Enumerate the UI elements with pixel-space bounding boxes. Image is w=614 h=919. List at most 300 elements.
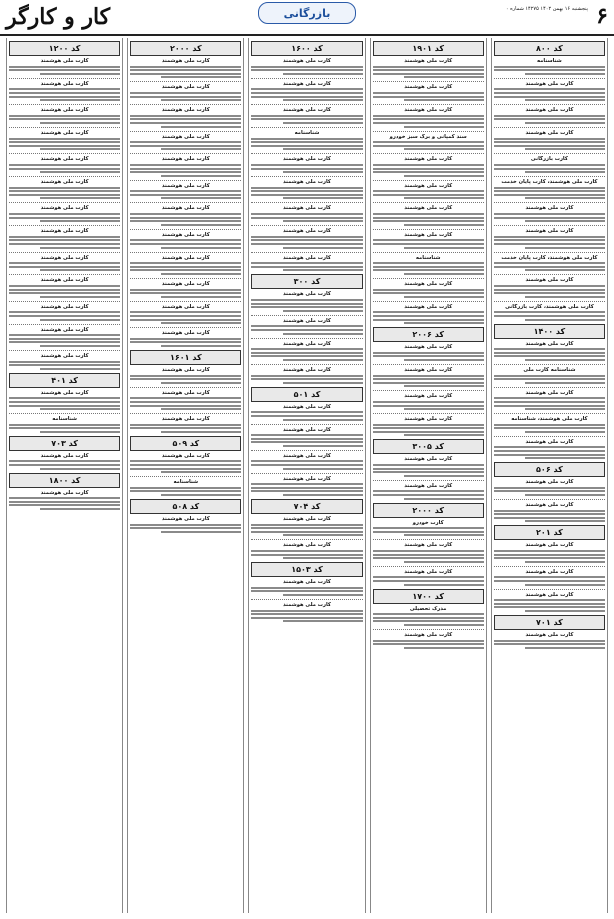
notice-divider: [130, 301, 241, 302]
region-code-header: کد ۷۰۳: [9, 436, 120, 451]
notice-text-line: [130, 460, 241, 462]
lost-document-notice: [373, 58, 484, 78]
notice-text-line: [251, 164, 362, 166]
notice-text-line: [494, 236, 605, 238]
notice-text-line: [9, 190, 120, 192]
lost-document-notice: [130, 330, 241, 347]
notice-text-line: [373, 319, 484, 321]
notice-divider: [494, 127, 605, 128]
lost-document-notice: [251, 228, 362, 248]
notice-divider: [373, 539, 484, 540]
notice-text-line: [283, 445, 363, 447]
region-code-header: کد ۵۰۹: [130, 436, 241, 451]
notice-text-line: [9, 88, 120, 90]
notice-divider: [373, 180, 484, 181]
notice-title: کارت ملی هوشمند: [283, 475, 331, 482]
notice-text-line: [130, 319, 241, 321]
notice-divider: [373, 390, 484, 391]
notice-text-line: [251, 69, 362, 71]
notice-divider: [9, 350, 120, 351]
notice-text-line: [283, 122, 363, 124]
notice-text-line: [373, 269, 484, 271]
notice-title: کارت ملی هوشمند: [404, 303, 453, 310]
notice-text-line: [251, 66, 362, 68]
notice-divider: [130, 202, 241, 203]
notice-text-line: [251, 590, 362, 592]
notice-text-line: [494, 487, 605, 489]
notice-text-line: [373, 580, 484, 582]
notice-text-line: [9, 66, 120, 68]
notice-title: کارت ملی هوشمند: [283, 205, 331, 212]
notice-divider: [130, 278, 241, 279]
region-code-header: کد ۵۰۸: [130, 499, 241, 514]
notice-title: کارت ملی هوشمند: [404, 84, 453, 91]
notice-text-line: [161, 247, 241, 249]
notice-text-line: [251, 348, 362, 350]
notice-text-line: [525, 431, 605, 433]
region-code-header: کد ۷۰۴: [251, 499, 362, 514]
lost-document-notice: [9, 304, 120, 321]
notice-text-line: [130, 292, 241, 294]
notice-title: کارت ملی هوشمند: [40, 452, 89, 459]
notice-text-line: [9, 311, 120, 313]
notice-text-line: [40, 468, 120, 470]
notice-text-line: [373, 557, 484, 559]
notice-title: کارت ملی هوشمند: [404, 156, 453, 163]
notice-text-line: [251, 355, 362, 357]
notice-title: کارت ملی هوشمند: [161, 516, 210, 523]
lost-document-notice: [130, 107, 241, 127]
notice-divider: [130, 229, 241, 230]
notice-text-line: [494, 355, 605, 357]
notice-title: کارت ملی هوشمند: [283, 58, 331, 64]
notice-text-line: [130, 427, 241, 429]
notice-text-line: [373, 266, 484, 268]
notice-title: کارت ملی هوشمند: [161, 254, 210, 261]
region-code-header: کد ۵۰۶: [494, 462, 605, 477]
notice-divider: [9, 202, 120, 203]
notice-divider: [251, 127, 362, 128]
notice-divider: [251, 202, 362, 203]
notice-divider: [494, 364, 605, 365]
notice-divider: [9, 127, 120, 128]
notice-divider: [373, 364, 484, 365]
notice-text-line: [130, 194, 241, 196]
notice-text-line: [373, 464, 484, 466]
notice-text-line: [9, 292, 120, 294]
lost-document-notice: [373, 606, 484, 626]
notice-text-line: [404, 197, 484, 199]
lost-document-notice: [130, 156, 241, 176]
notice-text-line: [251, 115, 362, 117]
notice-title: کارت ملی هوشمند: [40, 389, 89, 396]
notice-divider: [130, 327, 241, 328]
notice-text-line: [525, 647, 605, 649]
notice-divider: [494, 176, 605, 177]
lost-document-notice: [9, 156, 120, 173]
notice-divider: [9, 324, 120, 325]
lost-document-notice: [494, 179, 605, 199]
notice-text-line: [283, 310, 363, 312]
notice-text-line: [404, 498, 484, 500]
notice-divider: [130, 104, 241, 105]
notice-text-line: [404, 296, 484, 298]
notice-text-line: [9, 341, 120, 343]
notice-text-line: [130, 141, 241, 143]
notice-title: کارت ملی هوشمند: [525, 502, 574, 509]
notice-text-line: [9, 236, 120, 238]
notice-text-line: [40, 368, 120, 370]
notice-text-line: [130, 190, 241, 192]
notice-text-line: [525, 122, 605, 124]
lost-document-notice: [251, 81, 362, 101]
notice-text-line: [494, 311, 605, 313]
notice-text-line: [373, 69, 484, 71]
notice-text-line: [283, 73, 363, 75]
region-code-header: کد ۴۰۱: [9, 373, 120, 388]
lost-document-notice: [251, 318, 362, 335]
notice-text-line: [373, 122, 484, 124]
lost-document-notice: [373, 183, 484, 200]
notice-text-line: [494, 405, 605, 407]
notice-title: کارت ملی هوشمند: [283, 179, 331, 186]
notice-divider: [373, 566, 484, 567]
region-code-header: کد ۵۰۱: [251, 387, 362, 402]
notice-text-line: [9, 464, 120, 466]
notice-title: کارت ملی هوشمند: [283, 228, 331, 235]
notice-text-line: [494, 397, 605, 399]
ad-column: [370, 38, 487, 913]
notice-text-line: [494, 190, 605, 192]
lost-document-notice: [494, 439, 605, 459]
notice-text-line: [161, 273, 241, 275]
lost-document-notice: [373, 107, 484, 127]
notice-text-line: [130, 92, 241, 94]
notice-text-line: [9, 194, 120, 196]
notice-text-line: [404, 584, 484, 586]
notice-text-line: [40, 319, 120, 321]
notice-text-line: [283, 99, 363, 101]
region-code-header: کد ۲۰۰۰: [130, 41, 241, 56]
notice-divider: [494, 566, 605, 567]
notice-text-line: [40, 508, 120, 510]
notice-text-line: [130, 96, 241, 98]
notice-title: کارت ملی هوشمند: [404, 107, 453, 114]
notice-text-line: [130, 401, 241, 403]
notice-text-line: [251, 613, 362, 615]
notice-divider: [251, 78, 362, 79]
notice-title: کارت ملی هوشمند: [283, 80, 331, 87]
notice-title: شناسنامه: [537, 58, 562, 64]
notice-title: کارت ملی هوشمند، شناسنامه: [511, 416, 588, 423]
notice-divider: [9, 176, 120, 177]
region-code-header: کد ۱۸۰۰: [9, 473, 120, 488]
notice-title: کارت ملی هوشمند: [525, 542, 574, 549]
notice-text-line: [283, 382, 363, 384]
lost-document-notice: [130, 183, 241, 200]
notice-title: کارت ملی هوشمند: [40, 179, 89, 186]
notice-text-line: [9, 501, 120, 503]
notice-text-line: [251, 96, 362, 98]
notice-text-line: [251, 236, 362, 238]
notice-divider: [373, 629, 484, 630]
notice-text-line: [130, 66, 241, 68]
notice-text-line: [251, 190, 362, 192]
notice-text-line: [130, 338, 241, 340]
notice-text-line: [130, 115, 241, 117]
notice-divider: [494, 274, 605, 275]
notice-title: کارت ملی هوشمند: [161, 452, 210, 459]
notice-text-line: [494, 243, 605, 245]
notice-text-line: [130, 171, 241, 173]
notice-text-line: [251, 92, 362, 94]
notice-title: کارت ملی هوشمند: [40, 254, 89, 261]
notice-text-line: [251, 329, 362, 331]
lost-document-notice: [251, 255, 362, 272]
lost-document-notice: [373, 281, 484, 298]
notice-title: کارت ملی هوشمند: [40, 228, 89, 235]
lost-document-notice: [373, 344, 484, 361]
notice-divider: [494, 225, 605, 226]
notice-text-line: [494, 217, 605, 219]
notice-text-line: [9, 424, 120, 426]
notice-text-line: [494, 194, 605, 196]
notice-title: کارت ملی هوشمند: [283, 317, 331, 324]
notice-text-line: [525, 382, 605, 384]
notice-text-line: [161, 531, 241, 533]
notice-text-line: [404, 534, 484, 536]
notice-text-line: [251, 460, 362, 462]
notice-title: کارت ملی هوشمند: [40, 80, 89, 87]
notice-text-line: [373, 289, 484, 291]
notice-text-line: [161, 224, 241, 226]
region-code-header: کد ۱۹۰۱: [373, 41, 484, 56]
notice-text-line: [373, 115, 484, 117]
notice-text-line: [251, 490, 362, 492]
notice-title: کارت ملی هوشمند: [161, 182, 210, 189]
notice-divider: [251, 315, 362, 316]
page-number: ۶: [596, 3, 608, 29]
notice-text-line: [251, 610, 362, 612]
notice-text-line: [494, 427, 605, 429]
notice-text-line: [251, 243, 362, 245]
notice-text-line: [373, 145, 484, 147]
notice-text-line: [9, 460, 120, 462]
notice-text-line: [373, 643, 484, 645]
lost-document-notice: [251, 291, 362, 311]
lost-document-notice: [373, 393, 484, 410]
lost-document-notice: [9, 255, 120, 272]
notice-title: کارت ملی هوشمند: [404, 182, 453, 189]
lost-document-notice: [494, 479, 605, 496]
notice-title: کارت ملی هوشمند: [404, 281, 453, 287]
notice-text-line: [9, 338, 120, 340]
notice-text-line: [130, 213, 241, 215]
notice-text-line: [9, 262, 120, 264]
lost-document-notice: [9, 277, 120, 297]
notice-title: کارت ملی هوشمند: [161, 389, 210, 396]
notice-text-line: [283, 494, 363, 496]
notice-divider: [9, 301, 120, 302]
lost-document-notice: [373, 205, 484, 225]
lost-document-notice: [130, 255, 241, 275]
notice-title: مدرک تحصیلی: [409, 605, 447, 612]
lost-document-notice: [130, 416, 241, 433]
notice-text-line: [404, 475, 484, 477]
notice-divider: [494, 301, 605, 302]
lost-document-notice: [494, 592, 605, 612]
notice-divider: [251, 539, 362, 540]
notice-text-line: [373, 375, 484, 377]
notice-text-line: [9, 213, 120, 215]
lost-document-notice: [9, 390, 120, 410]
ad-column: [6, 38, 123, 913]
notice-text-line: [494, 138, 605, 140]
notice-text-line: [9, 239, 120, 241]
lost-document-notice: [373, 134, 484, 151]
notice-title: کارت ملی هوشمند، کارت پایان خدمت: [501, 254, 598, 261]
notice-title: کارت ملی هوشمند: [525, 591, 574, 598]
lost-document-notice: [130, 134, 241, 151]
notice-text-line: [161, 197, 241, 199]
notice-text-line: [130, 243, 241, 245]
notice-divider: [494, 589, 605, 590]
lost-document-notice: [9, 416, 120, 433]
notice-text-line: [283, 620, 363, 622]
lost-document-notice: [9, 107, 120, 124]
lost-document-notice: [9, 228, 120, 248]
notice-text-line: [9, 138, 120, 140]
lost-document-notice: [130, 516, 241, 533]
ad-column: [491, 38, 608, 913]
notice-text-line: [9, 118, 120, 120]
notice-text-line: [40, 122, 120, 124]
notice-text-line: [494, 266, 605, 268]
notice-text-line: [404, 247, 484, 249]
notice-divider: [494, 499, 605, 500]
notice-divider: [9, 225, 120, 226]
notice-text-line: [283, 557, 363, 559]
lost-document-notice: [494, 107, 605, 124]
notice-text-line: [251, 441, 362, 443]
notice-text-line: [130, 397, 241, 399]
notice-text-line: [283, 197, 363, 199]
notice-title: کارت ملی هوشمند: [161, 84, 210, 91]
notice-text-line: [130, 168, 241, 170]
lost-document-notice: [494, 416, 605, 433]
notice-divider: [9, 252, 120, 253]
notice-text-line: [494, 118, 605, 120]
notice-title: شناسنامه: [415, 254, 441, 261]
lost-document-notice: [494, 367, 605, 384]
notice-text-line: [283, 534, 363, 536]
notice-title: شناسنامه کارت ملی: [523, 366, 576, 373]
notice-text-line: [9, 289, 120, 291]
notice-text-line: [40, 296, 120, 298]
notice-text-line: [373, 217, 484, 219]
notice-text-line: [373, 424, 484, 426]
notice-text-line: [494, 450, 605, 452]
notice-text-line: [130, 220, 241, 222]
notice-divider: [130, 153, 241, 154]
notice-text-line: [130, 118, 241, 120]
notice-text-line: [283, 333, 363, 335]
notice-text-line: [373, 494, 484, 496]
lost-document-notice: [494, 569, 605, 586]
notice-text-line: [161, 76, 241, 78]
notice-title: کارت ملی هوشمند: [404, 542, 453, 549]
lost-document-notice: [251, 476, 362, 496]
notice-divider: [9, 274, 120, 275]
notice-text-line: [161, 382, 241, 384]
notice-text-line: [494, 510, 605, 512]
notice-text-line: [525, 296, 605, 298]
notice-text-line: [525, 319, 605, 321]
notice-text-line: [283, 148, 363, 150]
notice-text-line: [251, 303, 362, 305]
lost-document-notice: [494, 130, 605, 150]
notice-text-line: [130, 69, 241, 71]
notice-text-line: [373, 471, 484, 473]
notice-title: کارت ملی هوشمند: [525, 568, 574, 575]
notice-title: کارت ملی هوشمند: [525, 129, 574, 136]
notice-text-line: [9, 243, 120, 245]
notice-title: کارت ملی هوشمند: [161, 231, 210, 238]
lost-document-notice: [494, 390, 605, 410]
notice-text-line: [525, 359, 605, 361]
notice-title: کارت ملی هوشمند: [525, 228, 574, 235]
region-code-header: کد ۲۰۰۶: [373, 327, 484, 342]
notice-text-line: [251, 299, 362, 301]
notice-text-line: [494, 187, 605, 189]
notice-text-line: [161, 126, 241, 128]
notice-text-line: [373, 378, 484, 380]
notice-text-line: [373, 352, 484, 354]
notice-text-line: [494, 213, 605, 215]
notice-divider: [373, 252, 484, 253]
lost-document-notice: [251, 404, 362, 421]
notice-text-line: [494, 262, 605, 264]
notice-text-line: [9, 115, 120, 117]
lost-document-notice: [251, 367, 362, 384]
notice-text-line: [373, 355, 484, 357]
notice-title: کارت ملی هوشمند: [404, 231, 453, 238]
lost-document-notice: [9, 58, 120, 75]
notice-text-line: [404, 99, 484, 101]
notice-text-line: [283, 269, 363, 271]
notice-title: کارت ملی هوشمند: [283, 579, 331, 586]
notice-text-line: [525, 494, 605, 496]
notice-title: کارت ملی هوشمند: [161, 133, 210, 140]
notice-text-line: [494, 513, 605, 515]
notice-text-line: [130, 468, 241, 470]
notice-text-line: [373, 164, 484, 166]
notice-text-line: [161, 148, 241, 150]
notice-text-line: [525, 148, 605, 150]
notice-text-line: [251, 524, 362, 526]
region-code-header: کد ۱۲۰۰: [9, 41, 120, 56]
lost-document-notice: [373, 84, 484, 101]
notice-text-line: [9, 92, 120, 94]
notice-title: کارت ملی هوشمند: [40, 352, 89, 359]
notice-title: کارت ملی هوشمند: [40, 326, 89, 333]
notice-text-line: [130, 239, 241, 241]
notice-text-line: [494, 66, 605, 68]
lost-document-notice: [9, 179, 120, 199]
notice-text-line: [130, 341, 241, 343]
notice-text-line: [494, 352, 605, 354]
notice-text-line: [9, 164, 120, 166]
